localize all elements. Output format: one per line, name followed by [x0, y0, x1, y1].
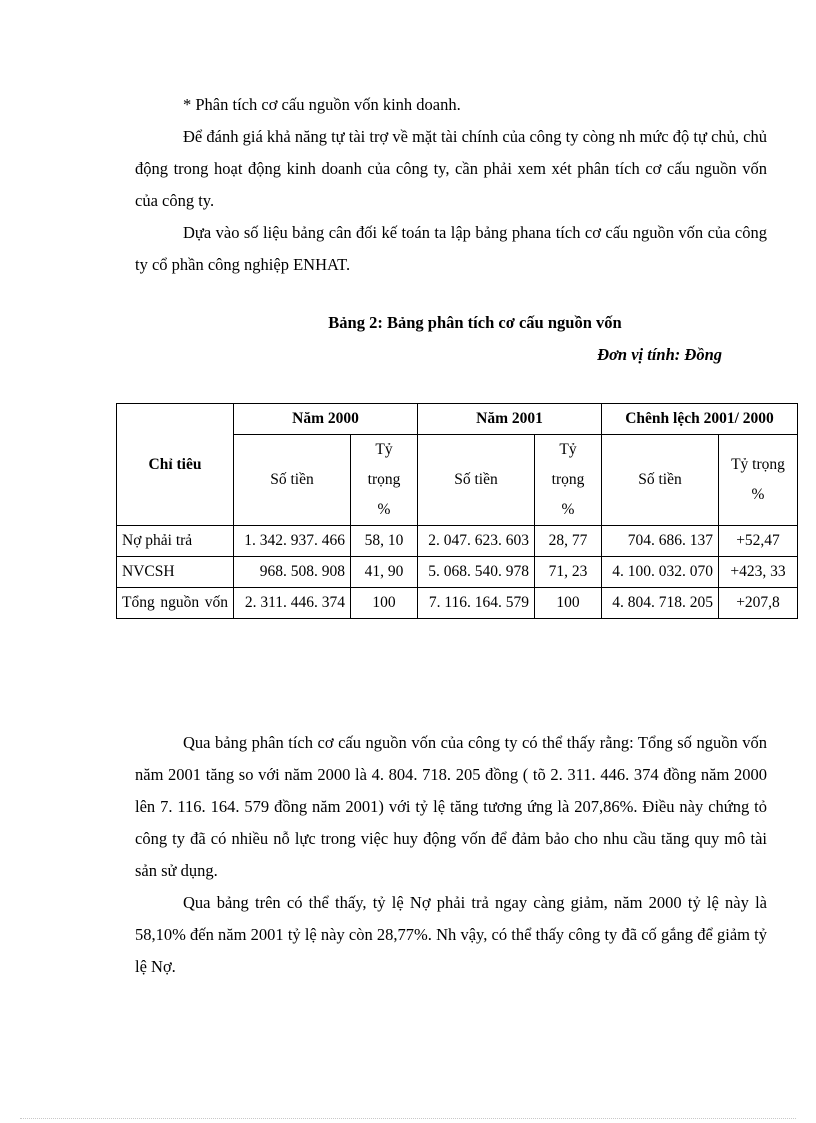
- ratio-change: +423, 33: [719, 557, 798, 588]
- table-row-liabilities: [117, 526, 798, 557]
- header-ratio-2000: [351, 435, 418, 526]
- table-header-row: [117, 404, 798, 435]
- page-footer-divider: [20, 1118, 796, 1119]
- header-amount-2001: Số tiền: [418, 435, 535, 526]
- header-difference: Chênh lệch 2001/ 2000: [602, 404, 798, 435]
- amount-diff: 4. 804. 718. 205: [602, 588, 719, 619]
- ratio-2001: 71, 23: [535, 557, 602, 588]
- amount-2001: 7. 116. 164. 579: [418, 588, 535, 619]
- ratio-2001: 28, 77: [535, 526, 602, 557]
- ratio-change: +52,47: [719, 526, 798, 557]
- ratio-line: %: [561, 501, 575, 518]
- header-amount-2000: Số tiền: [234, 435, 351, 526]
- row-label: Tổng nguồn vốn: [117, 588, 234, 619]
- amount-2001: 2. 047. 623. 603: [418, 526, 535, 557]
- row-label: NVCSH: [117, 557, 234, 588]
- ratio-line: Tỷ: [559, 441, 577, 458]
- header-year-2001: Năm 2001: [418, 404, 602, 435]
- amount-diff: 704. 686. 137: [602, 526, 719, 557]
- paragraph-analysis-liabilities: Qua bảng trên có thể thấy, tỷ lệ Nợ phải trả ngay càng giảm, năm 2000 tỷ lệ này là 58,10% đến năm 2001 tỷ lệ này còn 28,77%. Nh vậy, có thể thấy công ty đã cố gắng để giảm tỷ lệ Nợ.: [135, 893, 767, 976]
- amount-2000: 968. 508. 908: [234, 557, 351, 588]
- header-ratio-change: Tỷ trọng %: [719, 435, 798, 526]
- ratio-2000: 41, 90: [351, 557, 418, 588]
- capital-structure-table: [116, 403, 798, 619]
- ratio-line: %: [377, 501, 391, 518]
- ratio-2001: 100: [535, 588, 602, 619]
- paragraph-data-source: Dựa vào số liệu bảng cân đối kế toán ta lập bảng phana tích cơ cấu nguồn vốn của công ty cổ phần công nghiệp ENHAT.: [135, 223, 767, 274]
- table-row-total: [117, 588, 798, 619]
- paragraph-analysis-total: Qua bảng phân tích cơ cấu nguồn vốn của công ty có thể thấy rằng: Tổng số nguồn vốn năm 2001 tăng so với năm 2000 là 4. 804. 718. 205 đồng ( tõ 2. 311. 446. 374 đồng năm 2000 lên 7. 116. 164. 579 đồng năm 2001) với tỷ lệ tăng tương ứng là 207,86%. Điều này chứng tỏ công ty đã có nhiều nỗ lực trong việc huy động vốn để đảm bảo cho nhu cầu tăng quy mô tài sản sử dụng.: [135, 733, 767, 880]
- ratio-line: Tỷ: [375, 441, 393, 458]
- table-unit: Đơn vị tính: Đồng: [597, 345, 722, 364]
- amount-2000: 2. 311. 446. 374: [234, 588, 351, 619]
- ratio-2000: 100: [351, 588, 418, 619]
- amount-diff: 4. 100. 032. 070: [602, 557, 719, 588]
- amount-2000: 1. 342. 937. 466: [234, 526, 351, 557]
- ratio-2000: 58, 10: [351, 526, 418, 557]
- paragraph-intro: Để đánh giá khả năng tự tài trợ về mặt tài chính của công ty còng nh mức độ tự chủ, chủ động trong hoạt động kinh doanh của công ty, cần phải xem xét phân tích cơ cấu nguồn vốn của công ty.: [135, 127, 767, 210]
- ratio-line: trọng: [367, 471, 401, 488]
- table-row-equity: [117, 557, 798, 588]
- ratio-change: +207,8: [719, 588, 798, 619]
- header-year-2000: Năm 2000: [234, 404, 418, 435]
- amount-2001: 5. 068. 540. 978: [418, 557, 535, 588]
- header-amount-diff: Số tiền: [602, 435, 719, 526]
- ratio-line: trọng: [551, 471, 585, 488]
- header-indicator: Chỉ tiêu: [117, 404, 234, 526]
- header-ratio-2001: [535, 435, 602, 526]
- section-heading: * Phân tích cơ cấu nguồn vốn kinh doanh.: [183, 95, 461, 114]
- row-label: Nợ phải trả: [117, 526, 234, 557]
- table-title: Bảng 2: Bảng phân tích cơ cấu nguồn vốn: [328, 313, 622, 332]
